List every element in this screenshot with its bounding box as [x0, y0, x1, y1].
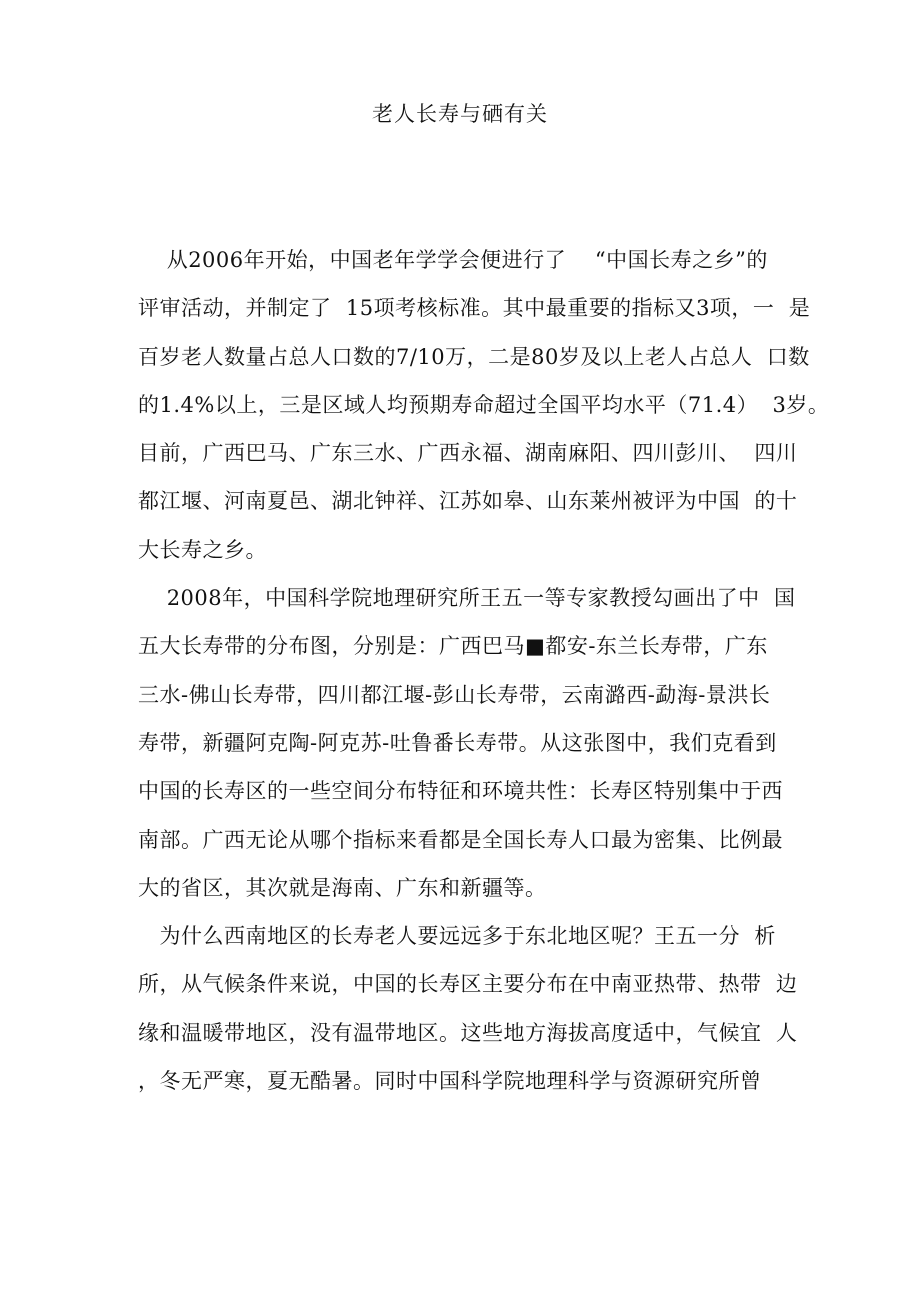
text-line: ，冬无严寒，夏无酷暑。同时中国科学院地理科学与资源研究所曾	[138, 1069, 762, 1094]
text-line: 为什么西南地区的长寿老人要远远多于东北地区呢？王五一分 析	[138, 924, 776, 949]
text-line: 寿带，新疆阿克陶-阿克苏-吐鲁番长寿带。从这张图中，我们克看到	[138, 730, 777, 755]
text-line: 2008年，中国科学院地理研究所王五一等专家教授勾画出了中 国	[138, 586, 796, 611]
text-line: 都江堰、河南夏邑、湖北钟祥、江苏如皋、山东莱州被评为中国 的十	[138, 489, 798, 514]
text-line: 中国的长寿区的一些空间分布特征和环境共性：长寿区特别集中于西	[138, 779, 783, 804]
text-line: 从2006年开始，中国老年学学会便进行了 “中国长寿之乡”的	[138, 248, 768, 272]
text-line: 评审活动，并制定了 15项考核标准。其中最重要的指标又3项，一 是	[138, 296, 811, 321]
document-body	[138, 236, 830, 1105]
paragraph-2	[138, 574, 798, 912]
text-line: 大长寿之乡。	[138, 537, 267, 562]
paragraph-3	[138, 912, 798, 1105]
paragraph-1	[138, 236, 830, 574]
text-line: 缘和温暖带地区，没有温带地区。这些地方海拔高度适中，气候宜 人	[138, 1020, 798, 1045]
text-line: 五大长寿带的分布图，分别是：广西巴马■都安-东兰长寿带，广东	[138, 634, 768, 659]
text-line: 目前，广西巴马、广东三水、广西永福、湖南麻阳、四川彭川、 四川	[138, 441, 798, 466]
document-title: 老人长寿与硒有关	[372, 102, 548, 126]
text-line: 三水-佛山长寿带，四川都江堰-彭山长寿带，云南潞西-勐海-景洪长	[138, 682, 771, 707]
text-line: 南部。广西无论从哪个指标来看都是全国长寿人口最为密集、比例最	[138, 827, 783, 852]
text-line: 的1.4%以上，三是区域人均预期寿命超过全国平均水平（71.4） 3岁。	[138, 392, 830, 417]
text-line: 所，从气候条件来说，中国的长寿区主要分布在中南亚热带、热带 边	[138, 972, 798, 997]
text-line: 百岁老人数量占总人口数的7/10万，二是80岁及以上老人占总人 口数	[138, 344, 810, 369]
text-line: 大的省区，其次就是海南、广东和新疆等。	[138, 875, 547, 900]
